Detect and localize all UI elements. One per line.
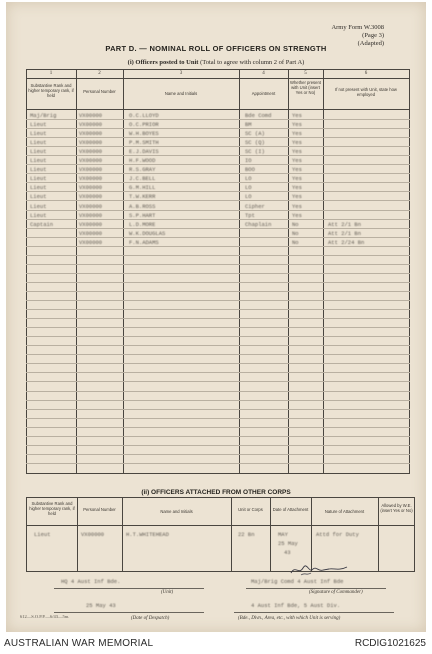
ruled-line — [26, 210, 410, 211]
row-name: G.M.HILL — [129, 184, 156, 191]
ruled-line — [26, 327, 410, 328]
row-number: VX00000 — [79, 230, 103, 237]
ruled-line — [26, 219, 410, 220]
row-present: Yes — [292, 203, 302, 210]
row-name: T.W.KERR — [129, 193, 156, 200]
ruled-line — [26, 182, 410, 183]
att-header-nature: Nature of Attachment — [324, 509, 365, 514]
commander-value: Maj/Brig Comd 4 Aust Inf Bde — [251, 578, 344, 585]
row-appointment: SC (I) — [245, 148, 265, 155]
row-appointment: Chaplain — [245, 221, 272, 228]
row-appointment: LO — [245, 193, 252, 200]
ruled-line — [26, 418, 410, 419]
ruled-line — [26, 427, 410, 428]
ruled-line — [26, 372, 410, 373]
col-number-2: 2 — [98, 71, 101, 76]
att-header-number: Personal Number — [83, 507, 116, 512]
row-appointment: Cipher — [245, 203, 265, 210]
ruled-line — [26, 264, 410, 265]
area-caption: (Bde., Divn., Area, etc., with which Unit is serving) — [238, 616, 341, 621]
row-present: No — [292, 230, 299, 237]
part-d-title: PART D. — NOMINAL ROLL OF OFFICERS ON STRENGTH — [105, 44, 327, 53]
att-nature: Attd for Duty — [316, 531, 359, 538]
row-number: VX00000 — [79, 175, 103, 182]
ruled-line — [26, 400, 410, 401]
att-date: MAY — [278, 531, 288, 538]
area-value: 4 Aust Inf Bde, 5 Aust Div. — [251, 602, 341, 609]
print-code: 612—S.O.P.P.—6/43—5m. — [20, 614, 70, 619]
ruled-line — [26, 146, 410, 147]
ruled-line — [26, 128, 410, 129]
row-rank: Lieut — [30, 148, 47, 155]
row-name: E.J.DAVIS — [129, 148, 159, 155]
row-number: VX00000 — [79, 148, 103, 155]
row-present: Yes — [292, 184, 302, 191]
att-name: H.T.WHITEHEAD — [126, 531, 169, 538]
att-header-allowed: Allowed by W.E. (insert Yes or No) — [380, 503, 413, 513]
col-header-appointment: Appointment — [251, 91, 276, 96]
row-appointment: BOO — [245, 166, 255, 173]
row-number: VX00000 — [79, 212, 103, 219]
despatch-value: 25 May 43 — [86, 602, 116, 609]
row-rank: Lieut — [30, 203, 47, 210]
col-header-employed: If not present with Unit, state how employed — [335, 87, 397, 97]
row-name: J.C.BELL — [129, 175, 156, 182]
att-header-unit: Unit or Corps — [238, 507, 263, 512]
ruled-line — [26, 336, 410, 337]
ruled-line — [26, 454, 410, 455]
row-rank: Lieut — [30, 184, 47, 191]
row-appointment: SC (Q) — [245, 139, 265, 146]
ruled-line — [26, 363, 410, 364]
ruled-line — [26, 309, 410, 310]
col-number-5: 5 — [304, 71, 307, 76]
att-date-line3: 43 — [284, 549, 291, 556]
col-header-name: Name and Initials — [164, 91, 198, 96]
col-number-4: 4 — [262, 71, 265, 76]
ruled-line — [26, 300, 410, 301]
row-rank: Lieut — [30, 157, 47, 164]
row-rank: Lieut — [30, 121, 47, 128]
row-number: VX00000 — [79, 203, 103, 210]
att-header-rank: Substantive Rank and higher temporary rank, if held — [29, 501, 75, 516]
subtitle-rest: (Total to agree with column 2 of Part A) — [200, 59, 305, 66]
row-appointment: IO — [245, 157, 252, 164]
row-name: W.H.BOYES — [129, 130, 159, 137]
att-rank: Lieut — [34, 531, 51, 538]
row-number: VX00000 — [79, 221, 103, 228]
col-number-6: 6 — [364, 71, 368, 76]
row-number: VX00000 — [79, 193, 103, 200]
row-rank: Lieut — [30, 139, 47, 146]
ruled-line — [26, 354, 410, 355]
row-present: Yes — [292, 193, 302, 200]
despatch-caption: (Date of Despatch) — [131, 616, 170, 621]
row-name: H.F.WOOD — [129, 157, 156, 164]
att-unit: 22 Bn — [238, 531, 255, 538]
ruled-line — [26, 436, 410, 437]
ruled-line — [26, 164, 410, 165]
row-present: Yes — [292, 175, 302, 182]
ruled-line — [26, 246, 410, 247]
ruled-line — [26, 409, 410, 410]
row-appointment: Bde Comd — [245, 112, 272, 119]
row-present: Yes — [292, 166, 302, 173]
ruled-line — [26, 155, 410, 156]
form-adapted: (Adapted) — [357, 40, 384, 47]
commander-signature — [289, 563, 349, 577]
att-header-name: Name and Initials — [160, 509, 193, 514]
row-name: L.D.MORE — [129, 221, 156, 228]
row-present: Yes — [292, 139, 302, 146]
row-number: VX00000 — [79, 130, 103, 137]
att-number: VX00000 — [81, 531, 105, 538]
ruled-line — [26, 228, 410, 229]
row-rank: Captain — [30, 221, 54, 228]
record-id: RCDIG1021625 — [354, 638, 426, 649]
row-present: No — [292, 221, 299, 228]
archive-banner — [0, 636, 432, 654]
unit-value: HQ 4 Aust Inf Bde. — [61, 578, 121, 585]
section-ii-title: (ii) OFFICERS ATTACHED FROM OTHER CORPS — [141, 489, 291, 496]
ruled-line — [26, 282, 410, 283]
row-name: A.B.ROSS — [129, 203, 156, 210]
col-number-3: 3 — [179, 71, 183, 76]
row-appointment: LO — [245, 175, 252, 182]
row-present: Yes — [292, 157, 302, 164]
row-present: Yes — [292, 148, 302, 155]
ruled-line — [26, 273, 410, 274]
form-page: (Page 3) — [362, 32, 384, 39]
row-rank: Maj/Brig — [30, 112, 57, 119]
col-header-present: Whether present with Unit (insert Yes or No) — [290, 80, 321, 95]
row-name: O.C.LLOYD — [129, 112, 159, 119]
row-present: Yes — [292, 121, 302, 128]
row-employment: Att 2/1 Bn — [328, 221, 362, 228]
row-name: F.N.ADAMS — [129, 239, 159, 246]
att-date-line2: 25 May — [278, 540, 298, 547]
form-name: Army Form W.3008 — [331, 24, 384, 31]
subtitle-bold: (i) Officers posted to Unit — [127, 59, 199, 66]
ruled-line — [26, 463, 410, 464]
row-rank: Lieut — [30, 130, 47, 137]
row-employment: Att 2/24 Bn — [328, 239, 365, 246]
col-header-rank: Substantive Rank and higher temporary rank, if held — [28, 83, 74, 98]
row-rank: Lieut — [30, 193, 47, 200]
row-rank: Lieut — [30, 166, 47, 173]
row-rank: Lieut — [30, 175, 47, 182]
ruled-line — [26, 291, 410, 292]
ruled-line — [26, 391, 410, 392]
col-header-number: Personal Number — [83, 89, 116, 94]
row-name: R.S.GRAY — [129, 166, 156, 173]
row-appointment: SC (A) — [245, 130, 265, 137]
row-number: VX00000 — [79, 157, 103, 164]
ruled-line — [26, 200, 410, 201]
part-d-subtitle — [6, 59, 426, 66]
commander-caption: (Signature of Commander) — [309, 590, 363, 595]
ruled-line — [26, 237, 410, 238]
ruled-line — [26, 345, 410, 346]
archive-name: AUSTRALIAN WAR MEMORIAL — [4, 638, 154, 649]
ruled-line — [26, 173, 410, 174]
row-appointment: Tpt — [245, 212, 255, 219]
row-present: Yes — [292, 212, 302, 219]
row-present: Yes — [292, 130, 302, 137]
row-number: VX00000 — [79, 239, 103, 246]
officers-attached-table — [26, 497, 415, 572]
row-appointment: BM — [245, 121, 252, 128]
ruled-line — [26, 445, 410, 446]
row-present: No — [292, 239, 299, 246]
row-name: W.K.DOUGLAS — [129, 230, 166, 237]
att-header-date: Date of Attachment — [272, 507, 309, 512]
row-number: VX00000 — [79, 121, 103, 128]
ruled-line — [26, 191, 410, 192]
row-employment: Att 2/1 Bn — [328, 230, 362, 237]
ruled-line — [26, 255, 410, 256]
col-number-1: 1 — [49, 71, 53, 76]
row-number: VX00000 — [79, 139, 103, 146]
row-rank: Lieut — [30, 212, 47, 219]
unit-caption: (Unit) — [161, 590, 174, 595]
officers-posted-table — [26, 69, 410, 474]
row-number: VX00000 — [79, 166, 103, 173]
ruled-line — [26, 119, 410, 120]
row-name: O.C.PRIOR — [129, 121, 159, 128]
document-page — [6, 2, 426, 632]
ruled-line — [26, 137, 410, 138]
row-name: P.M.SMITH — [129, 139, 159, 146]
row-number: VX00000 — [79, 112, 103, 119]
row-name: S.P.HART — [129, 212, 156, 219]
row-number: VX00000 — [79, 184, 103, 191]
row-present: Yes — [292, 112, 302, 119]
ruled-line — [26, 318, 410, 319]
ruled-line — [26, 381, 410, 382]
row-appointment: LO — [245, 184, 252, 191]
